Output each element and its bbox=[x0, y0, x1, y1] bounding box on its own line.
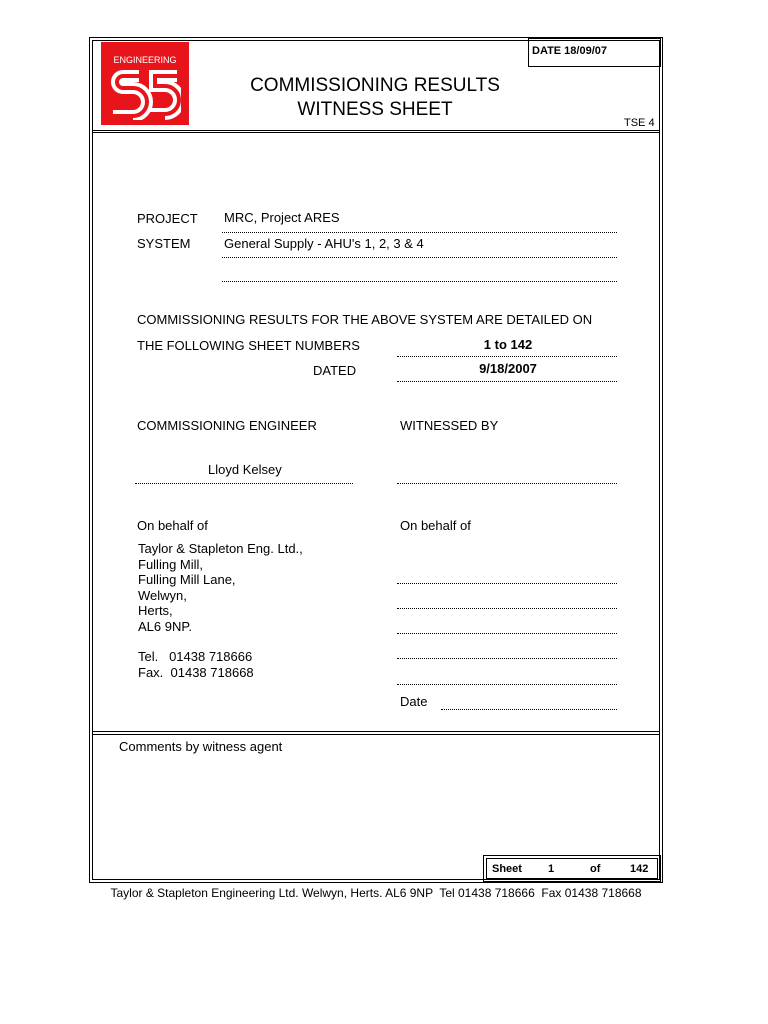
project-label: PROJECT bbox=[137, 211, 198, 226]
system-label: SYSTEM bbox=[137, 236, 191, 251]
engineer-behalf-label: On behalf of bbox=[137, 518, 208, 533]
fax: Fax. 01438 718668 bbox=[138, 664, 254, 680]
sheet-numbers-value: 1 to 142 bbox=[483, 337, 533, 352]
witness-signature-line bbox=[397, 483, 617, 484]
address-line-5: AL6 9NP. bbox=[138, 618, 192, 634]
engineer-name: Lloyd Kelsey bbox=[208, 462, 282, 477]
results-line-2: THE FOLLOWING SHEET NUMBERS bbox=[137, 338, 360, 353]
comments-label: Comments by witness agent bbox=[119, 739, 283, 754]
address-line-4: Herts, bbox=[138, 603, 173, 618]
company-name: Taylor & Stapleton Eng. Ltd., bbox=[138, 541, 303, 556]
page-inner-border bbox=[92, 40, 660, 880]
witness-address-line-4 bbox=[397, 658, 617, 659]
engineer-signature-line bbox=[135, 483, 353, 484]
system-extra-line bbox=[222, 281, 617, 282]
sheet-numbers-line bbox=[397, 356, 617, 357]
form-code: TSE 4 bbox=[624, 117, 655, 129]
sheet-of-label: of bbox=[590, 863, 601, 875]
logo-text: ENGINEERING bbox=[113, 55, 177, 65]
footer-text: Taylor & Stapleton Engineering Ltd. Welwyn, Herts. AL6 9NP Tel 01438 718666 Fax 01438 718668 bbox=[110, 886, 642, 900]
witness-address-line-3 bbox=[397, 633, 617, 634]
project-value: MRC, Project ARES bbox=[224, 210, 340, 225]
witness-date-line bbox=[441, 709, 617, 710]
project-line bbox=[222, 232, 617, 233]
address-line-3: Welwyn, bbox=[138, 587, 187, 603]
witness-address-line-2 bbox=[397, 608, 617, 609]
ts-monogram-icon bbox=[109, 68, 181, 120]
company-logo bbox=[101, 42, 189, 125]
page-title bbox=[190, 74, 560, 122]
dated-label: DATED bbox=[313, 363, 357, 378]
dated-line bbox=[397, 381, 617, 382]
engineer-label: COMMISSIONING ENGINEER bbox=[137, 418, 317, 433]
witness-address-line-1 bbox=[397, 583, 617, 584]
sheet-total: 142 bbox=[630, 863, 649, 875]
address-line-1: Fulling Mill, bbox=[138, 556, 204, 572]
witness-date-label: Date bbox=[400, 694, 428, 709]
header-divider bbox=[92, 130, 660, 133]
comments-divider bbox=[92, 731, 660, 735]
telephone: Tel. 01438 718666 bbox=[138, 649, 253, 664]
system-line bbox=[222, 257, 617, 258]
engineer-address bbox=[138, 541, 303, 680]
sheet-number: 1 bbox=[548, 863, 555, 875]
date-label: DATE 18/09/07 bbox=[532, 45, 608, 57]
system-value: General Supply - AHU's 1, 2, 3 & 4 bbox=[224, 236, 424, 251]
witness-address-line-5 bbox=[397, 684, 617, 685]
title-line-2: WITNESS SHEET bbox=[297, 99, 453, 120]
sheet-label: Sheet bbox=[492, 863, 522, 875]
title-line-1: COMMISSIONING RESULTS bbox=[250, 75, 500, 96]
witness-behalf-label: On behalf of bbox=[400, 518, 471, 533]
witness-label: WITNESSED BY bbox=[400, 418, 499, 433]
dated-value: 9/18/2007 bbox=[479, 361, 537, 376]
results-line-1: COMMISSIONING RESULTS FOR THE ABOVE SYSTEM ARE DETAILED ON bbox=[137, 312, 593, 327]
address-line-2: Fulling Mill Lane, bbox=[138, 572, 236, 587]
